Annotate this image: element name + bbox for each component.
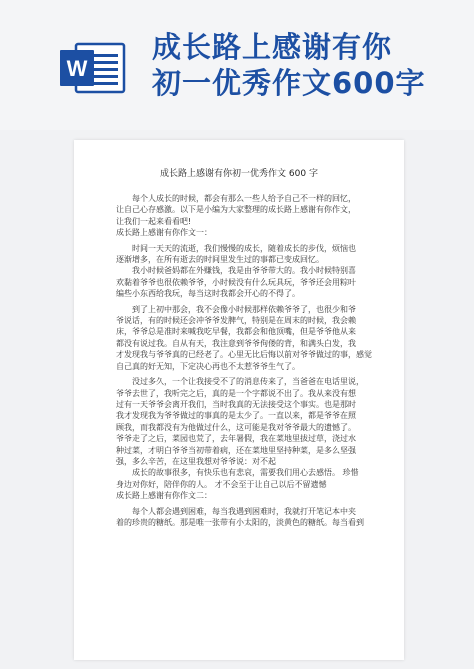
document-title: 成长路上感谢有你初一优秀作文 600 字 — [160, 169, 318, 179]
body-line: 让自己心存感激。以下是小编为大家整理的成长路上感谢有你作文， — [116, 205, 356, 215]
body-line: 才发现我与爷爷真的已经老了。心里无比后悔以前对爷爷做过的事，感觉 — [116, 350, 372, 360]
body-line: 种过菜，才明白爷爷当初带着病，还在菜地里坚持种菜，是多么坚强 — [116, 445, 356, 455]
body-line: 身边对你好，陪伴你的人。 才不会至于让自己以后不留遗憾 — [116, 479, 327, 489]
body-line: 让我们一起来看看吧! — [116, 216, 192, 226]
document-page — [74, 140, 404, 660]
body-line: 成长的故事很多，有快乐也有悲哀，需要我们用心去感悟。 珍惜 — [132, 468, 359, 478]
body-line: 欢黏着爷爷也很依赖爷爷，小时候没有什么玩具玩，爷爷还会用粽叶 — [116, 277, 356, 287]
body-line: 每个人成长的时候，都会有那么一些人给予自己不一样的回忆， — [132, 194, 356, 203]
body-line: 爷爷去世了，我听完之后，真的是一个字都说不出了。我从来没有想 — [116, 388, 356, 398]
body-line: 我才发现我为爷爷做过的事真的是太少了。一直以来，都是爷爷在照 — [116, 411, 356, 421]
body-line: 着的珍贵的糖纸。那是唯一张带有小太阳的，淡黄色的糖纸。每当看到 — [116, 517, 364, 527]
banner-title-line2: 初一优秀作文600字 — [152, 66, 426, 100]
body-line: 爷爷走了之后，菜园也荒了，去年暑假，我在菜地里拔过草，浇过水 — [116, 434, 356, 444]
body-line: 自己真的好无知，下定决心再也不太惹爷爷生气了。 — [116, 361, 300, 371]
document-body — [116, 193, 372, 528]
body-line: 逐渐增多，在所有逝去的时间里发生过的事都已变成回忆。 — [116, 255, 324, 265]
section-heading: 成长路上感谢有你作文二： — [116, 491, 212, 501]
banner — [0, 0, 474, 130]
body-line: 每个人都会遇到困难，每当我遇到困难时，我就打开笔记本中夹 — [132, 506, 356, 516]
body-line: 编些小东西给我玩，每当这时我都会开心的不得了。 — [116, 289, 300, 299]
body-line: 过有一天爷爷会离开我们，当时我真的无法接受这个事实。也是那时 — [116, 399, 356, 409]
body-line: 没过多久，一个让我接受不了的消息传来了，当爸爸在电话里说， — [132, 377, 364, 387]
body-line: 爷说话，有的时候还会冲爷爷发脾气，特别是在周末的时候，我会赖 — [116, 316, 356, 326]
body-line: 强，多么辛苦，在这里我想对爷爷说：对不起 — [116, 456, 276, 466]
body-line: 到了上初中那会，我不会像小时候那样依赖爷爷了，也很少和爷 — [132, 304, 356, 314]
body-line: 都没有说过我。自从有天，我注意到爷爷佝偻的背，和满头白发，我 — [116, 338, 356, 348]
section-heading: 成长路上感谢有你作文一： — [116, 228, 212, 238]
body-line: 时间一天天的流逝，我们慢慢的成长，随着成长的步伐，烦恼也 — [132, 243, 356, 253]
word-icon-letter: W — [66, 56, 88, 81]
body-line: 顾我，而我都没有为他做过什么，这可能是我对爷爷最大的遗憾了。 — [116, 422, 356, 432]
banner-title-line1: 成长路上感谢有你 — [152, 30, 393, 64]
word-icon — [58, 40, 128, 96]
body-line: 我小时候爸妈都在外赚钱，我是由爷爷带大的。我小时候特别喜 — [132, 266, 356, 276]
body-line: 床，爷爷总是准时来喊我吃早餐，我都会和他顶嘴，但是爷爷他从来 — [116, 327, 356, 337]
